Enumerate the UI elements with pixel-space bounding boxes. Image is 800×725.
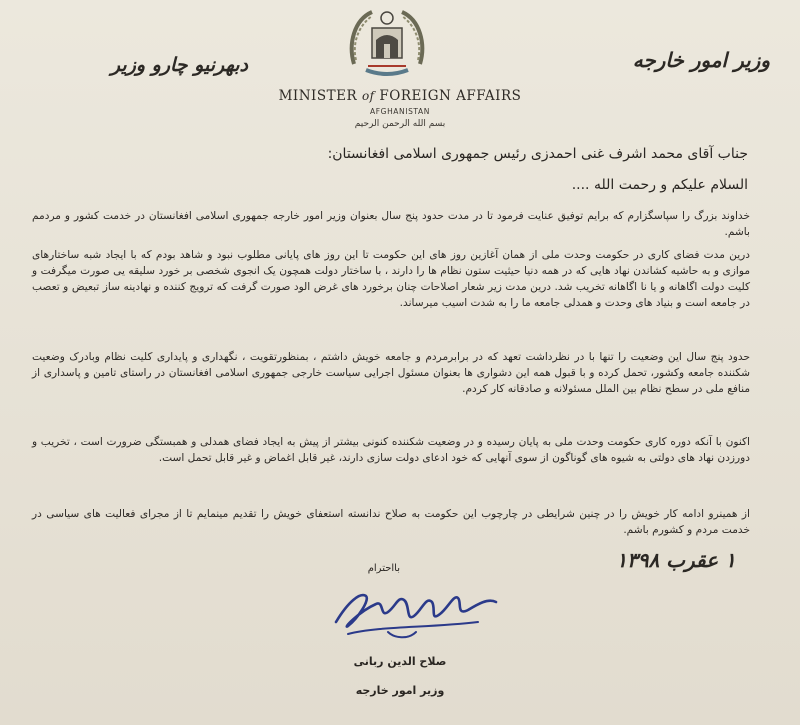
minister-title-of: of [361,89,375,103]
dari-title-handwritten: وزیر امور خارجه [632,48,770,72]
date-handwritten: ۱ عقرب ۱۳۹۸ [616,548,736,572]
bismillah: بسم الله الرحمن الرحیم [354,119,446,129]
addressee: جناب آقای محمد اشرف غنی احمدزی رئیس جمهوری اسلامی افغانستان: [327,146,748,162]
minister-title [250,88,550,104]
paragraph-5: از همینرو ادامه کار خویش را در چنین شرایطی در چارچوب این حکومت به صلاح ندانسته استعفای خویش را تقدیم مینمایم تا از مجرای فعالیت های سیاسی در خدمت مردم و کشورم باشم. [32,508,750,536]
paragraph-1: خداوند بزرگ را سپاسگزارم که برایم توفیق عنایت فرمود تا در مدت حدود پنج سال بعنوان وزیر امور خارجه جمهوری اسلامی افغانستان در خدمت کشور و مردمم باشم. [32,210,750,238]
pashto-title-handwritten: دبهرنیو چارو وزیر [110,54,248,76]
country-name: AFGHANISTAN [370,107,430,116]
paragraph-3: حدود پنج سال این وضعیت را تنها با در نظرداشت تعهد که در برابرمردم و جامعه خویش داشتم ، بمنظورتقویت ، نگهداری و پایداری کلیت نظام وبادرک وضعیت شکننده جامعه وکشور، تحمل کرده و با قبول همه این دشواری ها بعنوان مسئول اجرایی سیاست خارجی جمهوری اسلامی افغانستان در راستای تامین و پاسداری از منافع ملی در سطح نظام بین الملل مسئولانه و صادقانه کار کردم. [32,351,750,395]
signer-title: وزیر امور خارجه [355,684,445,697]
signer-name: صلاح الدین ربانی [353,655,447,668]
minister-title-prefix: MINISTER [278,88,362,104]
greeting: السلام علیکم و رحمت الله .... [571,177,748,193]
afghanistan-emblem-icon [346,4,428,80]
signature-icon [318,582,502,646]
paragraph-4: اکنون با آنکه دوره کاری حکومت وحدت ملی به پایان رسیده و در وضعیت شکننده کنونی بیشتر از پیش به ایجاد فضای همدلی و همبستگی ضرورت است ، تخریب و دورزدن نهاد های دولتی به شیوه های گوناگون از سوی آنهایی که خود ادعای دولت سازی دارند، غیر قابل اغماض و غیر قابل تحمل است. [32,436,750,464]
closing-regards: بااحترام [367,563,400,574]
paragraph-2: درین مدت فضای کاری در حکومت وحدت ملی از همان آغازین روز های این حکومت تا این روز های پایانی مطلوب نبود و شاهد بودم که با ایجاد شبه ساختارهای موازی و به حاشیه کشاندن نهاد هایی که در همه دنیا حیثیت ستون نظام ها را دارند ، با ساختار دولت همچون یک انجوی شخصی بر خورد سلیقه یی صورت میگرفت و کلیت دولت اگاهانه و یا نا اگاهانه تخریب شد. درین مدت زیر شعار اصلاحات چنان برخورد های غرض الود صورت گرفت که ترویج کننده و نهادینه ساز تبعیض و تعصب در جامعه است و بنیاد های وحدت و همدلی جامعه ما را به شدت اسیب میرساند. [32,249,750,309]
minister-title-suffix: FOREIGN AFFAIRS [374,88,522,104]
